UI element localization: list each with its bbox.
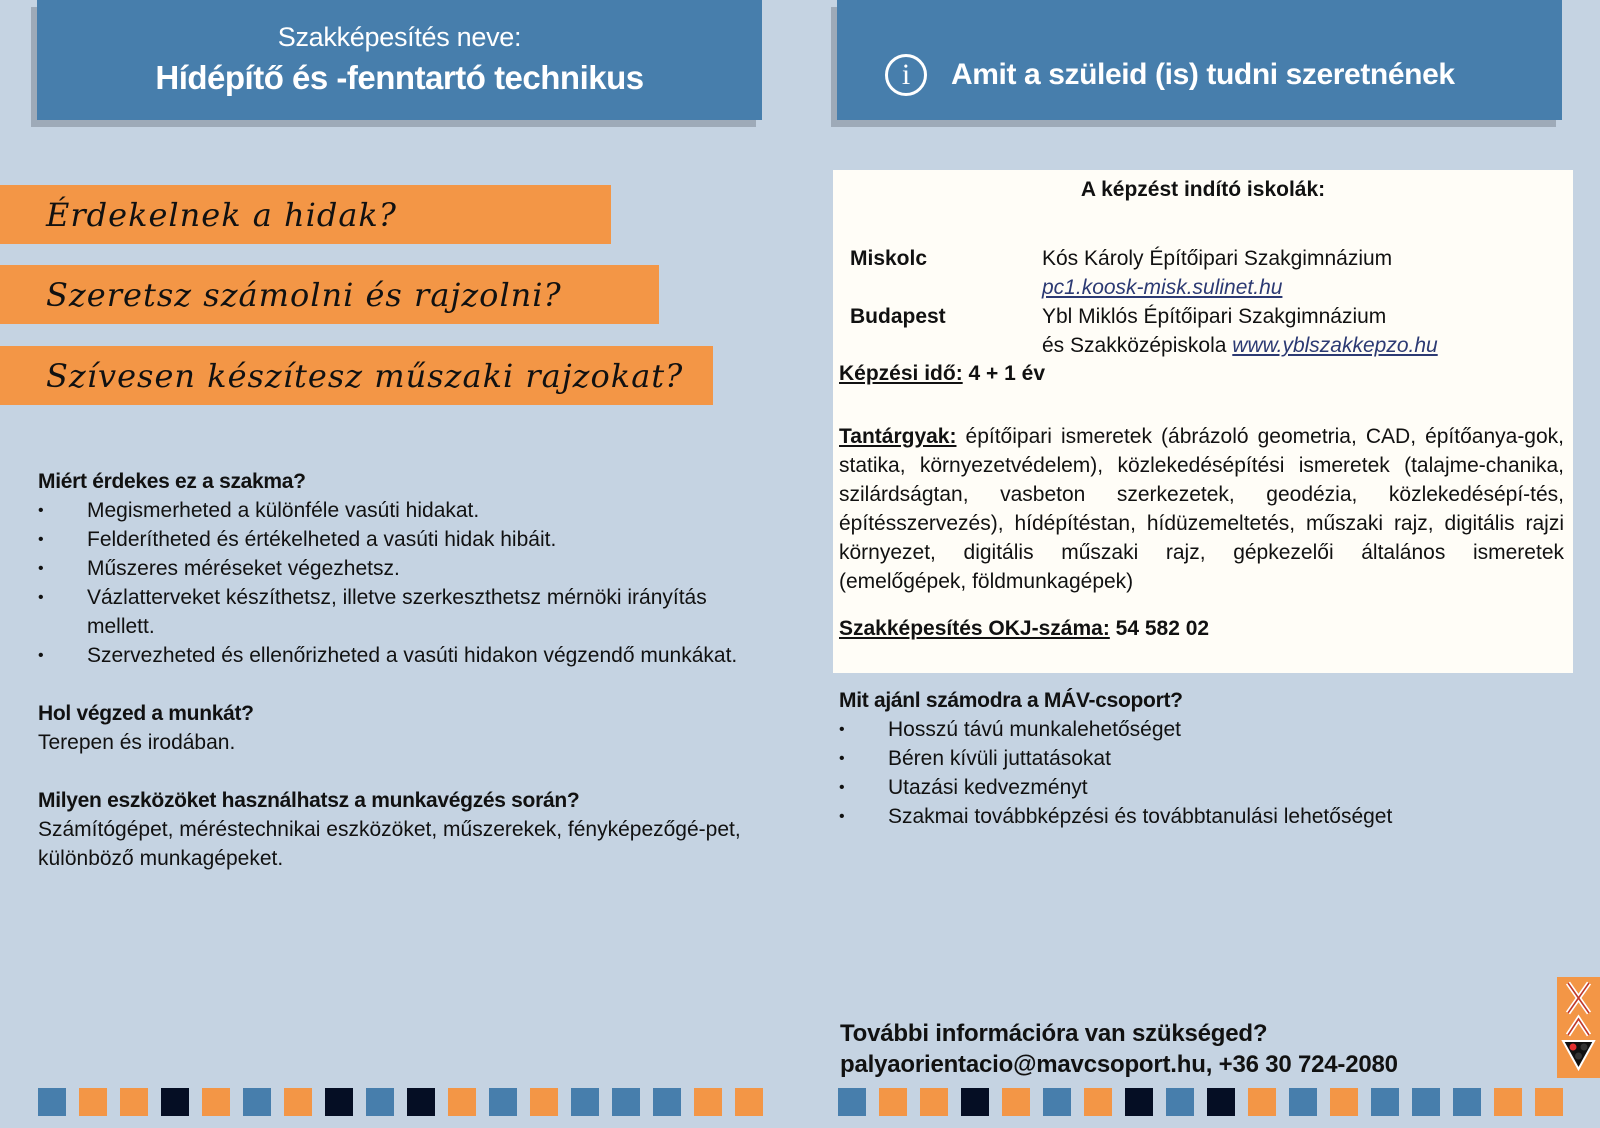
list-item: • Felderítheted és értékelheted a vasúti hidak hibáit.: [38, 525, 758, 554]
decorative-square: [1371, 1088, 1399, 1116]
decorative-square: [838, 1088, 866, 1116]
header-left: [37, 0, 762, 120]
contact-line[interactable]: palyaorientacio@mavcsoport.hu, +36 30 724-2080: [840, 1051, 1398, 1078]
decorative-square: [161, 1088, 189, 1116]
offers-list: [839, 715, 1559, 831]
decorative-square: [735, 1088, 763, 1116]
decorative-square: [1043, 1088, 1071, 1116]
list-item: • Hosszú távú munkalehetőséget: [839, 715, 1559, 744]
decorative-square: [1125, 1088, 1153, 1116]
offers-heading: Mit ajánl számodra a MÁV-csoport?: [839, 689, 1183, 712]
list-item: • Megismerheted a különféle vasúti hidakat.: [38, 496, 758, 525]
info-icon: i: [885, 54, 927, 96]
school-name: Ybl Miklós Építőipari Szakgimnázium: [1042, 305, 1387, 328]
decorative-square: [612, 1088, 640, 1116]
schools-title: A képzést indító iskolák:: [1080, 178, 1326, 201]
why-heading: Miért érdekes ez a szakma?: [38, 470, 306, 493]
where-text: Terepen és irodában.: [38, 731, 236, 754]
qualification-title: Hídépítő és -fenntartó technikus: [155, 59, 644, 96]
school-link[interactable]: www.yblszakkepzo.hu: [1232, 334, 1438, 357]
decorative-square: [1084, 1088, 1112, 1116]
decorative-square: [961, 1088, 989, 1116]
decorative-square: [694, 1088, 722, 1116]
tagline-text: Szívesen készítesz műszaki rajzokat?: [46, 356, 684, 395]
subjects-text: építőipari ismeretek (ábrázoló geometria, CAD, építőanya-gok, statika, környezetvédelem), közlekedésépítési ismeretek (talajme-chanika, szilárdságtan, vasbeton szerkezetek, geodézia, közlekedésépí-tés, építésszervezés), hídépítéstan, hídüzemeltetés, műszaki rajz, digitális rajzi környezet, digitális műszaki rajz, gépkezelői általános ismeretek (emelőgépek, földmunkagépek): [839, 425, 1564, 593]
contact-heading: További információra van szükséged?: [840, 1020, 1268, 1047]
subjects: [839, 422, 1564, 596]
left-content: [38, 467, 758, 873]
list-item: • Vázlatterveket készíthetsz, illetve szerkeszthetsz mérnöki irányítás mellett.: [38, 583, 758, 641]
okj-number: [839, 617, 1209, 641]
decorative-square: [407, 1088, 435, 1116]
where-heading: Hol végzed a munkát?: [38, 702, 254, 725]
decorative-square: [448, 1088, 476, 1116]
subjects-label: Tantárgyak:: [839, 425, 957, 448]
decorative-square: [325, 1088, 353, 1116]
list-item: • Szakmai továbbképzési és továbbtanulási lehetőséget: [839, 802, 1559, 831]
decorative-square: [1494, 1088, 1522, 1116]
decorative-square: [1289, 1088, 1317, 1116]
list-item: • Műszeres méréseket végezhetsz.: [38, 554, 758, 583]
decorative-square: [1166, 1088, 1194, 1116]
list-item: • Utazási kedvezményt: [839, 773, 1559, 802]
parents-section-title: Amit a szüleid (is) tudni szeretnének: [951, 58, 1455, 91]
school-name-continued: és Szakközépiskola: [1042, 334, 1227, 357]
decorative-square: [243, 1088, 271, 1116]
tools-text: Számítógépet, méréstechnikai eszközöket, műszerekek, fényképezőgé-pet, különböző munkagépeket.: [38, 818, 741, 870]
decorative-squares-right: [838, 1088, 1563, 1116]
duration-value: 4 + 1 év: [968, 362, 1046, 385]
school-city: Miskolc: [850, 247, 928, 270]
qualification-label: Szakképesítés neve:: [277, 22, 522, 52]
schools-card: [833, 170, 1573, 673]
school-city: Budapest: [850, 305, 946, 328]
contact-block: [840, 1018, 1398, 1080]
list-item: • Béren kívüli juttatásokat: [839, 744, 1559, 773]
decorative-squares-left: [38, 1088, 763, 1116]
duration-label: Képzési idő:: [839, 362, 963, 385]
decorative-square: [38, 1088, 66, 1116]
decorative-square: [1248, 1088, 1276, 1116]
decorative-square: [920, 1088, 948, 1116]
railway-crossing-sign-icon: [1557, 977, 1600, 1078]
decorative-square: [653, 1088, 681, 1116]
tagline-text: Érdekelnek a hidak?: [46, 195, 397, 234]
decorative-square: [1412, 1088, 1440, 1116]
decorative-square: [879, 1088, 907, 1116]
decorative-square: [366, 1088, 394, 1116]
offers-section: [839, 686, 1559, 831]
decorative-square: [1453, 1088, 1481, 1116]
tagline-banner: [0, 185, 611, 244]
tagline-text: Szeretsz számolni és rajzolni?: [46, 275, 562, 314]
why-list: [38, 496, 758, 670]
okj-value: 54 582 02: [1115, 617, 1210, 640]
decorative-square: [571, 1088, 599, 1116]
decorative-square: [79, 1088, 107, 1116]
decorative-square: [284, 1088, 312, 1116]
list-item: • Szervezheted és ellenőrizheted a vasúti hidakon végzendő munkákat.: [38, 641, 758, 670]
decorative-square: [1002, 1088, 1030, 1116]
tagline-banner: [0, 346, 713, 405]
decorative-square: [489, 1088, 517, 1116]
header-right: [837, 0, 1562, 120]
decorative-square: [1535, 1088, 1563, 1116]
decorative-square: [1330, 1088, 1358, 1116]
training-duration: [839, 362, 1045, 386]
decorative-square: [120, 1088, 148, 1116]
decorative-square: [530, 1088, 558, 1116]
tagline-banner: [0, 265, 659, 324]
school-link[interactable]: pc1.koosk-misk.sulinet.hu: [1042, 276, 1283, 299]
okj-label: Szakképesítés OKJ-száma:: [839, 617, 1110, 640]
decorative-square: [1207, 1088, 1235, 1116]
school-name: Kós Károly Építőipari Szakgimnázium: [1042, 247, 1393, 270]
tools-heading: Milyen eszközöket használhatsz a munkavégzés során?: [38, 789, 580, 812]
decorative-square: [202, 1088, 230, 1116]
